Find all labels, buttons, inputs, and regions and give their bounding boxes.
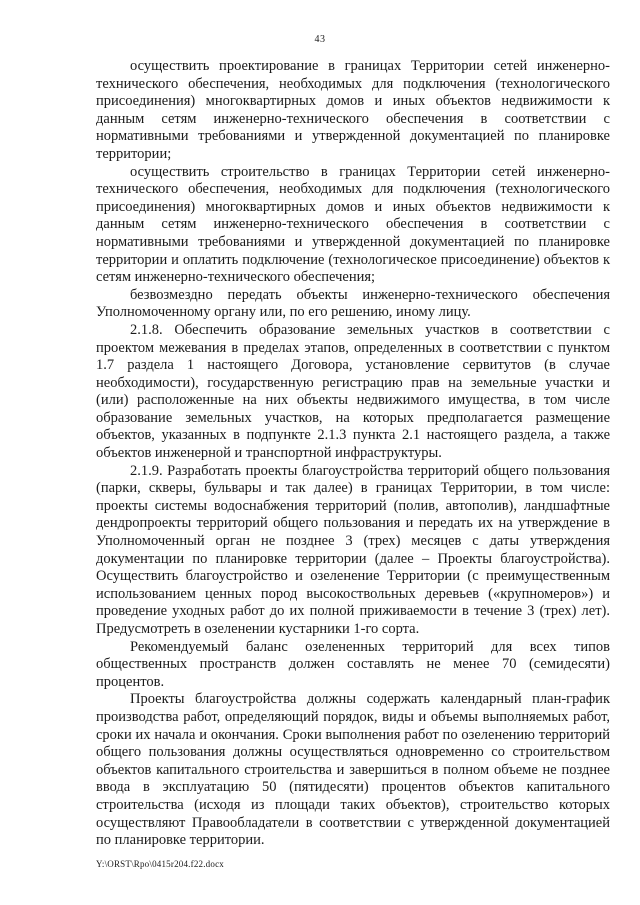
paragraph-improvement-schedule: Проекты благоустройства должны содержать календарный план-график производства работ, определяющий порядок, виды и объемы выполняемых работ, сроки их начала и окончания. Сроки выполнения работ по озеленению территорий общего пользования должны осуществляться одновременно со строительством объектов капитального строительства и завершиться в полном объеме не позднее ввода в эксплуатацию 50 (пятидесяти) процентов объектов капитального строительства (исходя из площади таких объектов), строительство которых осуществляют Правообладатели в соответствии с утвержденной документацией по планировке территории. — [96, 691, 610, 849]
document-body — [96, 58, 610, 850]
paragraph-greening-balance: Рекомендуемый баланс озелененных территорий для всех типов общественных пространств должен составлять не менее 70 (семидесяти) процентов. — [96, 638, 610, 690]
paragraph-clause-2-1-8: 2.1.8. Обеспечить образование земельных участков в соответствии с проектом межевания в пределах этапов, определенных в соответствии с пунктом 1.7 раздела 1 настоящего Договора, установление сервитутов (в случае необходимости), государственную регистрацию прав на земельные участки и (или) расположенные на них объекты недвижимого имущества, в том числе образование земельных участков, на которых предполагается размещение объектов, указанных в подпункте 2.1.3 пункта 2.1 настоящего раздела, а также объектов инженерной и транспортной инфраструктуры. — [96, 321, 610, 462]
paragraph-transfer-objects: безвозмездно передать объекты инженерно-технического обеспечения Уполномоченному органу или, по его решению, иному лицу. — [96, 286, 610, 321]
paragraph-build-networks: осуществить строительство в границах Территории сетей инженерно-технического обеспечения, необходимых для подключения (технологического присоединения) многоквартирных домов и иных объектов недвижимости к данным сетям инженерно-технического обеспечения в соответствии с нормативными требованиями и утвержденной документацией по планировке территории и оплатить подключение (технологическое присоединение) объектов к сетям инженерно-технического обеспечения; — [96, 163, 610, 286]
paragraph-clause-2-1-9: 2.1.9. Разработать проекты благоустройства территорий общего пользования (парки, скверы, бульвары и так далее) в границах Территории, в том числе: проекты системы водоснабжения территорий (полив, автополив), ландшафтные дендропроекты территорий общего пользования и передать их на утверждение в Уполномоченный орган не позднее 3 (трех) месяцев с даты утверждения документации по планировке территории (далее – Проекты благоустройства). Осуществить благоустройство и озеленение Территории (с преимущественным использованием ценных пород высокоствольных деревьев («крупномеров») и проведение уходных работ до их полной приживаемости в течение 3 (трех) лет). Предусмотреть в озеленении кустарники 1-го сорта. — [96, 462, 610, 637]
footer-file-path: Y:\ORST\Rpo\0415r204.f22.docx — [96, 859, 224, 869]
paragraph-design-networks: осуществить проектирование в границах Территории сетей инженерно-технического обеспечения, необходимых для подключения (технологического присоединения) многоквартирных домов и иных объектов недвижимости к данным сетям инженерно-технического обеспечения в соответствии с нормативными требованиями и утвержденной документацией по планировке территории; — [96, 58, 610, 162]
page-number: 43 — [314, 34, 326, 45]
